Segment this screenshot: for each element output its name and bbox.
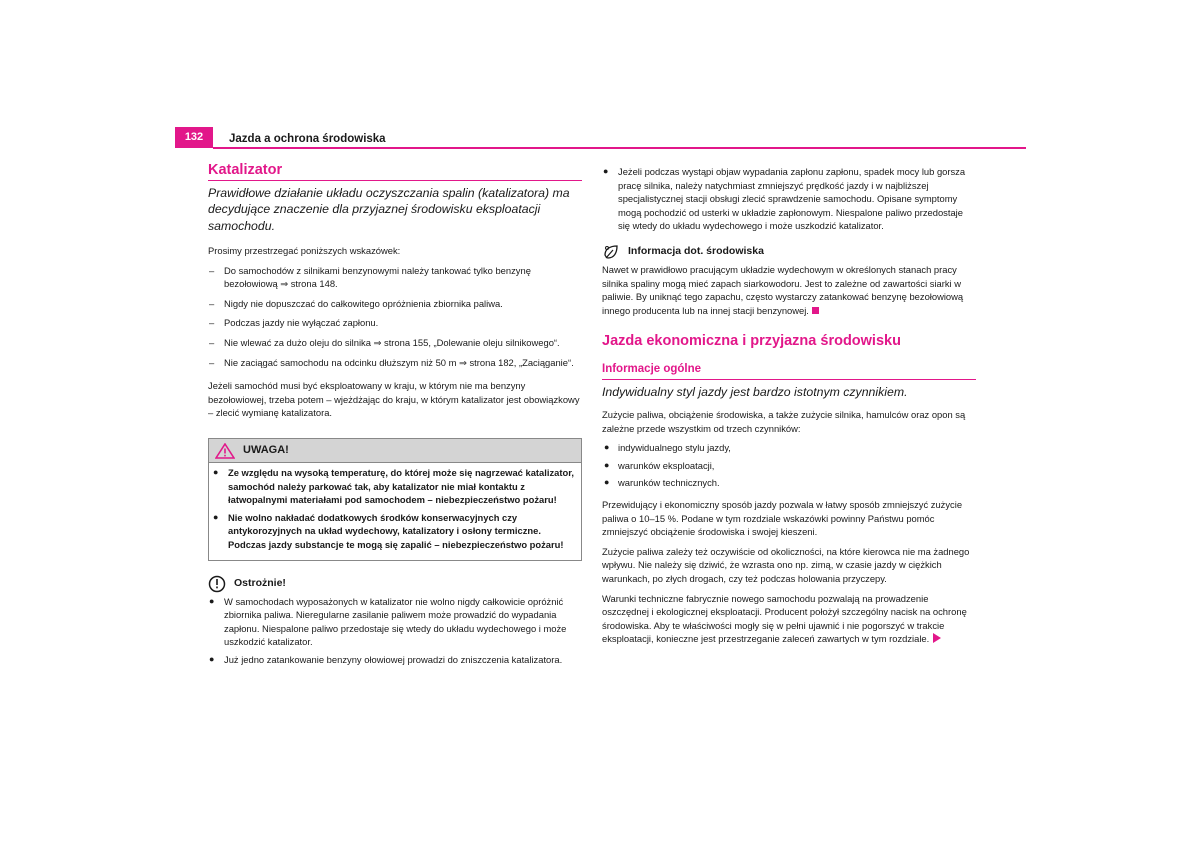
- factor-text: indywidualnego stylu jazdy,: [618, 442, 731, 454]
- caution-title: Ostrożnie!: [234, 576, 286, 589]
- subsection-lead: Indywidualny styl jazdy jest bardzo istotnym czynnikiem.: [602, 384, 908, 399]
- list-item: – Podczas jazdy nie wyłączać zapłonu.: [208, 316, 582, 330]
- caution-text: W samochodach wyposażonych w katalizator nie wolno nigdy całkowicie opróżnić zbiornika paliwa. Nieregularne zasilanie paliwem może prowadzić do wypadania zapłonu. Niespalone paliwo przedostaje się wtedy do układu wydechowego i może uszkodzić katalizator.: [224, 595, 567, 648]
- list-item: [602, 476, 976, 490]
- continued-arrow-icon: [933, 633, 941, 643]
- body-paragraph: Przewidujący i ekonomiczny sposób jazdy pozwala w łatwy sposób zmniejszyć zużycie paliwa o 10–15 %. Podane w tym rozdziale wskazówki powinny Państwu pomóc zmniejszyć obciążenie środowiska i swojej kieszeni.: [602, 499, 963, 538]
- bullet-icon: ●: [209, 595, 215, 606]
- warning-box: [208, 438, 582, 561]
- environment-note-title: Informacja dot. środowiska: [628, 245, 764, 258]
- section-title-katalizator: Katalizator: [208, 164, 582, 181]
- top-bullet: [602, 165, 976, 233]
- top-bullet-text: Jeżeli podczas wystąpi objaw wypadania zapłonu zapłonu, spadek mocy lub gorsza pracę silnika, należy natychmiast zmniejszyć prędkość jazdy i w najbliższej specjalistycznej stacji obsługi zlecić sprawdzenie samochodu. Opisane symptomy mogą pochodzić od usterki w układzie zapłonowym. Niespalone paliwo przedostaje się wtedy do układu wydechowego i może uszkodzić katalizator.: [618, 166, 966, 232]
- list-item: [602, 441, 976, 455]
- factor-text: warunków technicznych.: [618, 477, 720, 489]
- warning-title: UWAGA!: [243, 443, 289, 456]
- warning-body: [209, 463, 581, 560]
- environment-note-header: [602, 243, 976, 261]
- list-item: – Nie zaciągać samochodu na odcinku dłuższym niż 50 m ⇒ strona 182, „Zaciąganie“.: [208, 356, 582, 370]
- warning-header: [209, 439, 581, 463]
- factors-list: [602, 441, 976, 490]
- environment-note-text: [602, 263, 976, 317]
- list-item: [602, 459, 976, 473]
- warning-triangle-icon: [215, 443, 235, 459]
- environment-icon: [602, 243, 620, 261]
- bullet-icon: ●: [604, 442, 610, 453]
- running-title: Jazda a ochrona środowiska: [229, 133, 386, 145]
- caution-item: [208, 595, 582, 649]
- warning-text: Ze względu na wysoką temperaturę, do której może się nagrzewać katalizator, samochód należy parkować tak, aby katalizator nie miał kontaktu z łatwopalnymi materiałami pod samochodem – niebezpieczeństwo pożaru!: [228, 467, 574, 506]
- caution-header: [208, 575, 582, 593]
- lead-text: Prawidłowe działanie układu oczyszczania spalin (katalizatora) ma decydujące znaczenie dla przyjaznej środowisku eksploatacji samochodu.: [208, 185, 570, 233]
- right-column: [602, 165, 976, 652]
- caution-text: Już jedno zatankowanie benzyny ołowiowej prowadzi do zniszczenia katalizatora.: [224, 653, 563, 665]
- body-paragraph: Jeżeli samochód musi być eksploatowany w kraju, w którym nie ma benzyny bezołowiowej, trzeba potem – wjeżdżając do kraju, w którym katalizator jest obowiązkowy – zlecić wymianę katalizatora.: [208, 380, 580, 419]
- warning-item: [212, 466, 575, 507]
- body-paragraph: Zużycie paliwa zależy też oczywiście od okoliczności, na które kierowca nie ma żadnego wpływu. Nie należy się dziwić, że wzrasta ono np. zimą, w czasie jazdy w ciężkich warunkach, po złych drogach, czy też podczas holowania przyczepy.: [602, 545, 970, 584]
- list-item: – Nigdy nie dopuszczać do całkowitego opróżnienia zbiornika paliwa.: [208, 297, 582, 311]
- bullet-icon: ●: [604, 477, 610, 488]
- bullet-icon: ●: [604, 459, 610, 470]
- intro-text: Prosimy przestrzegać poniższych wskazówek:: [208, 245, 401, 257]
- instructions-list: [208, 264, 582, 370]
- header-rule: [213, 147, 1026, 149]
- page-number: 132: [175, 127, 213, 148]
- caution-icon: [208, 575, 226, 593]
- bullet-icon: ●: [213, 511, 219, 522]
- caution-item: [208, 653, 582, 667]
- warning-item: [212, 511, 575, 552]
- bullet-icon: ●: [209, 653, 215, 664]
- body-paragraph-last: [602, 592, 976, 646]
- list-item: – Do samochodów z silnikami benzynowymi należy tankować tylko benzynę bezołowiową ⇒ strona 148.: [208, 264, 582, 291]
- environment-text: Nawet w prawidłowo pracującym układzie wydechowym w określonych stanach pracy silnika spaliny mogą mieć zapach siarkowodoru. Jest to zależne od zawartości siarki w paliwie. By uniknąć tego zapachu, często wystarczy zatankować benzynę bezołowiową innego producenta lub na innej stacji benzynowej.: [602, 263, 964, 316]
- bullet-icon: ●: [603, 166, 609, 176]
- bullet-icon: ●: [213, 467, 219, 478]
- left-column: [208, 164, 582, 667]
- list-item: – Nie wlewać za dużo oleju do silnika ⇒ strona 155, „Dolewanie oleju silnikowego“.: [208, 336, 582, 350]
- factor-text: warunków eksploatacji,: [618, 459, 715, 471]
- section-title-economic-driving: Jazda ekonomiczna i przyjazna środowisku: [602, 333, 901, 350]
- last-paragraph-text: Warunki techniczne fabrycznie nowego samochodu pozwalają na prowadzenie oszczędnej i ekologicznej eksploatacji. Producent położył szczególny nacisk na ochronę środowiska. Aby te właściwości mogły się w pełni ujawnić i nie pogorszyć w trakcie eksploatacji, konieczne jest przestrzeganie zaleceń zawartych w tym rozdziale.: [602, 592, 967, 645]
- factors-intro: Zużycie paliwa, obciążenie środowiska, a także zużycie silnika, hamulców oraz opon są zależne przede wszystkim od trzech czynników:: [602, 409, 966, 434]
- subsection-title: Informacje ogólne: [602, 363, 976, 380]
- end-of-section-icon: [812, 307, 819, 314]
- warning-text: Nie wolno nakładać dodatkowych środków konserwacyjnych czy antykorozyjnych na układ wydechowy, katalizatory i osłony termiczne. Podczas jazdy substancje te mogą się zapalić – niebezpieczeństwo pożaru!: [228, 511, 564, 550]
